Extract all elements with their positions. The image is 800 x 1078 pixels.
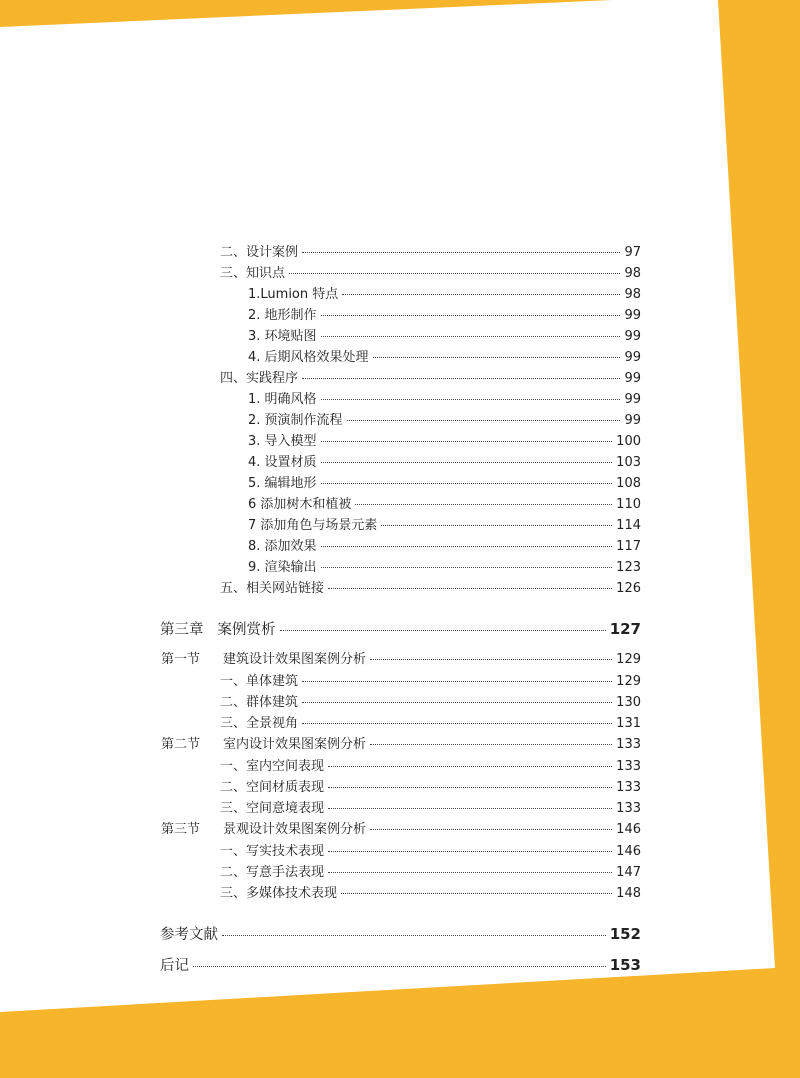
toc-entry-page-number: 97 [624, 245, 641, 260]
toc-entry-title: 二、空间材质表现 [220, 780, 325, 795]
dot-leader [302, 702, 612, 703]
toc-entry-page-number: 99 [624, 413, 641, 428]
toc-entry-title: 三、全景视角 [220, 716, 299, 731]
toc-entry-page-number: 133 [616, 737, 641, 752]
toc-entry [248, 283, 641, 302]
dot-leader [321, 462, 613, 463]
toc-entry [161, 818, 641, 837]
toc-entry [160, 954, 641, 975]
toc-entry [161, 733, 641, 752]
dot-leader [381, 525, 612, 526]
toc-entry-title: 景观设计效果图案例分析 [223, 822, 367, 837]
toc-entry [220, 367, 641, 386]
toc-entry-page-number: 152 [609, 925, 641, 943]
toc-entry [160, 618, 641, 639]
toc-entry [220, 691, 641, 710]
toc-entry-title: 三、空间意境表现 [220, 801, 325, 816]
toc-entry-page-number: 98 [624, 287, 641, 302]
toc-entry-page-number: 108 [616, 476, 641, 491]
toc-entry-page-number: 99 [624, 350, 641, 365]
toc-entry [220, 861, 641, 880]
toc-entry-title: 一、室内空间表现 [220, 759, 325, 774]
toc-entry-label: 第二节 [161, 737, 201, 752]
toc-entry [248, 451, 641, 470]
toc-entry-title: 8. 添加效果 [248, 539, 317, 554]
toc-entry [220, 712, 641, 731]
toc-entry-page-number: 133 [616, 780, 641, 795]
toc-entry-page-number: 99 [624, 392, 641, 407]
dot-leader [302, 723, 612, 724]
toc-entry [248, 472, 641, 491]
toc-entry-title: 3. 导入模型 [248, 434, 317, 449]
toc-entry-title: 三、多媒体技术表现 [220, 886, 338, 901]
toc-entry-title: 3. 环境贴图 [248, 329, 317, 344]
toc-entry [161, 648, 641, 667]
dot-leader [289, 273, 620, 274]
toc-entry [220, 755, 641, 774]
toc-entry-page-number: 133 [616, 801, 641, 816]
toc-entry [220, 882, 641, 901]
toc-entry-title: 6 添加树木和植被 [248, 497, 352, 512]
dot-leader [328, 851, 612, 852]
toc-entry-title: 4. 设置材质 [248, 455, 317, 470]
toc-entry-label: 第三章 [160, 622, 204, 638]
toc-entry-page-number: 103 [616, 455, 641, 470]
dot-leader [321, 567, 613, 568]
toc-entry-page-number: 146 [616, 844, 641, 859]
dot-leader [341, 893, 612, 894]
toc-entry-page-number: 99 [624, 371, 641, 386]
dot-leader [302, 252, 620, 253]
toc-entry-title: 后记 [160, 958, 189, 974]
toc-entry [248, 325, 641, 344]
toc-entry [248, 514, 641, 533]
toc-entry-title: 一、单体建筑 [220, 674, 299, 689]
toc-entry-title: 三、知识点 [220, 266, 286, 281]
toc-entry-page-number: 131 [616, 716, 641, 731]
toc-entry-title: 2. 地形制作 [248, 308, 317, 323]
dot-leader [328, 808, 612, 809]
toc-entry-title: 四、实践程序 [220, 371, 299, 386]
toc-entry-title: 二、群体建筑 [220, 695, 299, 710]
toc-entry-page-number: 98 [624, 266, 641, 281]
dot-leader [373, 357, 621, 358]
toc-entry-page-number: 123 [616, 560, 641, 575]
toc-entry [220, 670, 641, 689]
dot-leader [321, 336, 621, 337]
dot-leader [321, 399, 621, 400]
dot-leader [347, 420, 621, 421]
dot-leader [328, 766, 612, 767]
toc-entry [248, 304, 641, 323]
toc-entry-page-number: 129 [616, 674, 641, 689]
dot-leader [355, 504, 612, 505]
dot-leader [321, 546, 613, 547]
toc-entry-title: 1. 明确风格 [248, 392, 317, 407]
toc-entry-page-number: 114 [616, 518, 641, 533]
dot-leader [328, 872, 612, 873]
toc-entry-title: 7 添加角色与场景元素 [248, 518, 378, 533]
dot-leader [302, 681, 612, 682]
dot-leader [321, 441, 613, 442]
toc-entry [248, 346, 641, 365]
toc-entry-label: 第一节 [161, 652, 201, 667]
dot-leader [370, 659, 612, 660]
toc-entry-title: 1.Lumion 特点 [248, 287, 339, 302]
toc-entry-page-number: 147 [616, 865, 641, 880]
toc-entry [220, 577, 641, 596]
dot-leader [328, 588, 612, 589]
toc-entry-label: 第三节 [161, 822, 201, 837]
toc-entry-page-number: 126 [616, 581, 641, 596]
dot-leader [342, 294, 620, 295]
toc-entry-page-number: 148 [616, 886, 641, 901]
toc-entry-page-number: 117 [616, 539, 641, 554]
toc-entry-page-number: 133 [616, 759, 641, 774]
toc-entry-title: 二、写意手法表现 [220, 865, 325, 880]
toc-entry [248, 409, 641, 428]
dot-leader [328, 787, 612, 788]
toc-entry [220, 241, 641, 260]
toc-entry-title: 5. 编辑地形 [248, 476, 317, 491]
toc-entry [220, 840, 641, 859]
toc-entry-page-number: 100 [616, 434, 641, 449]
toc-entry-title: 五、相关网站链接 [220, 581, 325, 596]
toc-entry [248, 430, 641, 449]
toc-entry [160, 923, 641, 944]
dot-leader [321, 483, 613, 484]
toc-entry-title: 室内设计效果图案例分析 [223, 737, 367, 752]
toc-entry [248, 556, 641, 575]
toc-entry-title: 2. 预演制作流程 [248, 413, 343, 428]
toc-entry-title: 建筑设计效果图案例分析 [223, 652, 367, 667]
toc-entry-title: 一、写实技术表现 [220, 844, 325, 859]
toc-entry-page-number: 153 [609, 956, 641, 974]
dot-leader [321, 315, 621, 316]
dot-leader [302, 378, 620, 379]
toc-entry-page-number: 99 [624, 329, 641, 344]
dot-leader [370, 829, 612, 830]
toc-entry-page-number: 99 [624, 308, 641, 323]
toc-entry [220, 776, 641, 795]
toc-entry-title: 二、设计案例 [220, 245, 299, 260]
toc-entry-title: 案例赏析 [217, 622, 276, 638]
toc-entry [248, 388, 641, 407]
dot-leader [280, 630, 606, 631]
dot-leader [222, 935, 606, 936]
toc-entry-title: 4. 后期风格效果处理 [248, 350, 369, 365]
toc-entry-page-number: 127 [609, 620, 641, 638]
toc-entry-title: 参考文献 [160, 927, 218, 943]
toc-entry-page-number: 130 [616, 695, 641, 710]
toc-entry [248, 493, 641, 512]
toc-entry-title: 9. 渲染输出 [248, 560, 317, 575]
dot-leader [370, 744, 612, 745]
toc-entry-page-number: 146 [616, 822, 641, 837]
dot-leader [193, 966, 606, 967]
toc-entry [220, 262, 641, 281]
toc-entry [248, 535, 641, 554]
toc-entry-page-number: 110 [616, 497, 641, 512]
toc-entry [220, 797, 641, 816]
toc-entry-page-number: 129 [616, 652, 641, 667]
